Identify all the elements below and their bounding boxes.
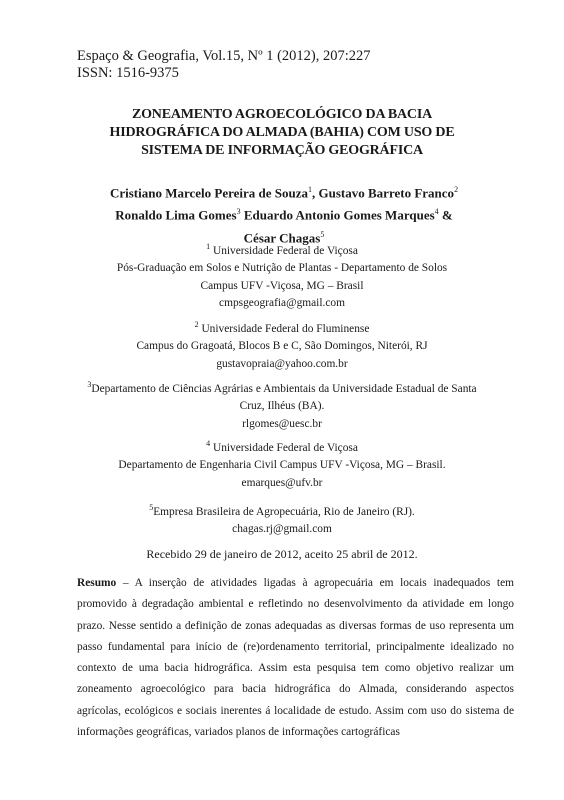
affiliation-line: rlgomes@uesc.br [242,417,322,430]
affiliation-line: Campus UFV -Viçosa, MG – Brasil [200,279,364,292]
affiliation-line: Universidade Federal de Viçosa [212,244,358,257]
author-name: Gustavo Barreto Franco [318,185,455,201]
title-line: ZONEAMENTO AGROECOLÓGICO DA BACIA [131,107,433,122]
author-name: César Chagas [243,229,321,245]
affiliation-sup: 1 [206,242,211,251]
author-sup: 2 [454,185,459,194]
title-line: HIDROGRÁFICA DO ALMADA (BAHIA) COM USO DE [109,125,455,140]
affiliation-2 [60,316,504,373]
affiliation-sup: 2 [194,320,199,329]
author-sup: 4 [434,207,439,217]
affiliation-5 [60,499,504,539]
author-sup: 5 [320,229,325,239]
author-name: Eduardo Antonio Gomes Marques [243,207,435,223]
author-name: Cristiano Marcelo Pereira de Souza [109,185,309,201]
issn: ISSN: 1516-9375 [77,65,179,81]
affiliation-line: Pós-Graduação em Solos e Nutrição de Plantas - Departamento de Solos [116,262,448,275]
title-line: SISTEMA DE INFORMAÇÃO GEOGRÁFICA [141,143,423,158]
received-date: Recebido 29 de janeiro de 2012, aceito 25 abril de 2012. [146,547,418,561]
author-list: Cristiano Marcelo Pereira de Souza$^1$, Gustavo Barreto Franco$^2$ Ronaldo Lima Gomes$^3$ Eduardo Antonio Gomes Marques$^4$ & César Chagas$^5$ [109,185,459,245]
affiliation-3 [60,376,504,433]
affiliation-4 [60,435,504,492]
affiliation-sup: 5 [149,503,154,512]
journal-header [77,48,371,82]
citation: Espaço & Geografia, Vol.15, Nº 1 (2012), 207:227 [77,48,371,64]
affiliation-line: chagas.rj@gmail.com [232,523,332,536]
author-name: Ronaldo Lima Gomes [115,207,237,223]
affiliation-line: Campus do Gragoatá, Blocos B e C, São Domingos, Niterói, RJ [136,340,428,353]
affiliation-line: gustavopraia@yahoo.com.br [216,357,348,370]
affiliation-1 [60,238,504,313]
affiliation-line: Universidade Federal do Fluminense [201,322,370,335]
author-sup: 3 [236,207,241,217]
author-sup: 1 [308,185,313,194]
affiliation-line: Cruz, Ilhéus (BA). [239,400,325,413]
affiliation-sup: 3 [87,380,92,389]
abstract-label: Resumo [77,577,117,589]
affiliation-line: cmpsgeografia@gmail.com [219,297,345,310]
abstract-text: – A inserção de atividades ligadas à agropecuária em locais inadequados tem promovido à degradação ambiental e refletindo no desenvolvimento da atividade em longo prazo. Nesse sentido a definição de zonas adequadas as diversas formas de uso representa um passo fundamental para início de (re)ordenamento territorial, principalmente idealizado no contexto de uma bacia hidrográfica. Assim esta pesquisa tem como objetivo realizar um zoneamento agroecológico para bacia hidrográfica do Almada, considerando aspectos agrícolas, ecológicos e sociais inerentes á localidade de estudo. Assim com uso do sistema de informações geográficas, variados planos de informações cartográficas [77,577,514,739]
affiliation-line: Universidade Federal de Viçosa [212,441,358,454]
affiliation-line: Departamento de Ciências Agrárias e Ambientais da Universidade Estadual de Santa [91,382,477,395]
affiliation-line: emarques@ufv.br [241,476,323,489]
abstract [77,573,514,743]
affiliation-sup: 4 [206,439,211,448]
affiliation-line: Empresa Brasileira de Agropecuária, Rio de Janeiro (RJ). [153,505,415,518]
affiliation-line: Departamento de Engenharia Civil Campus UFV -Viçosa, MG – Brasil. [118,459,446,472]
paper-title [60,106,504,160]
